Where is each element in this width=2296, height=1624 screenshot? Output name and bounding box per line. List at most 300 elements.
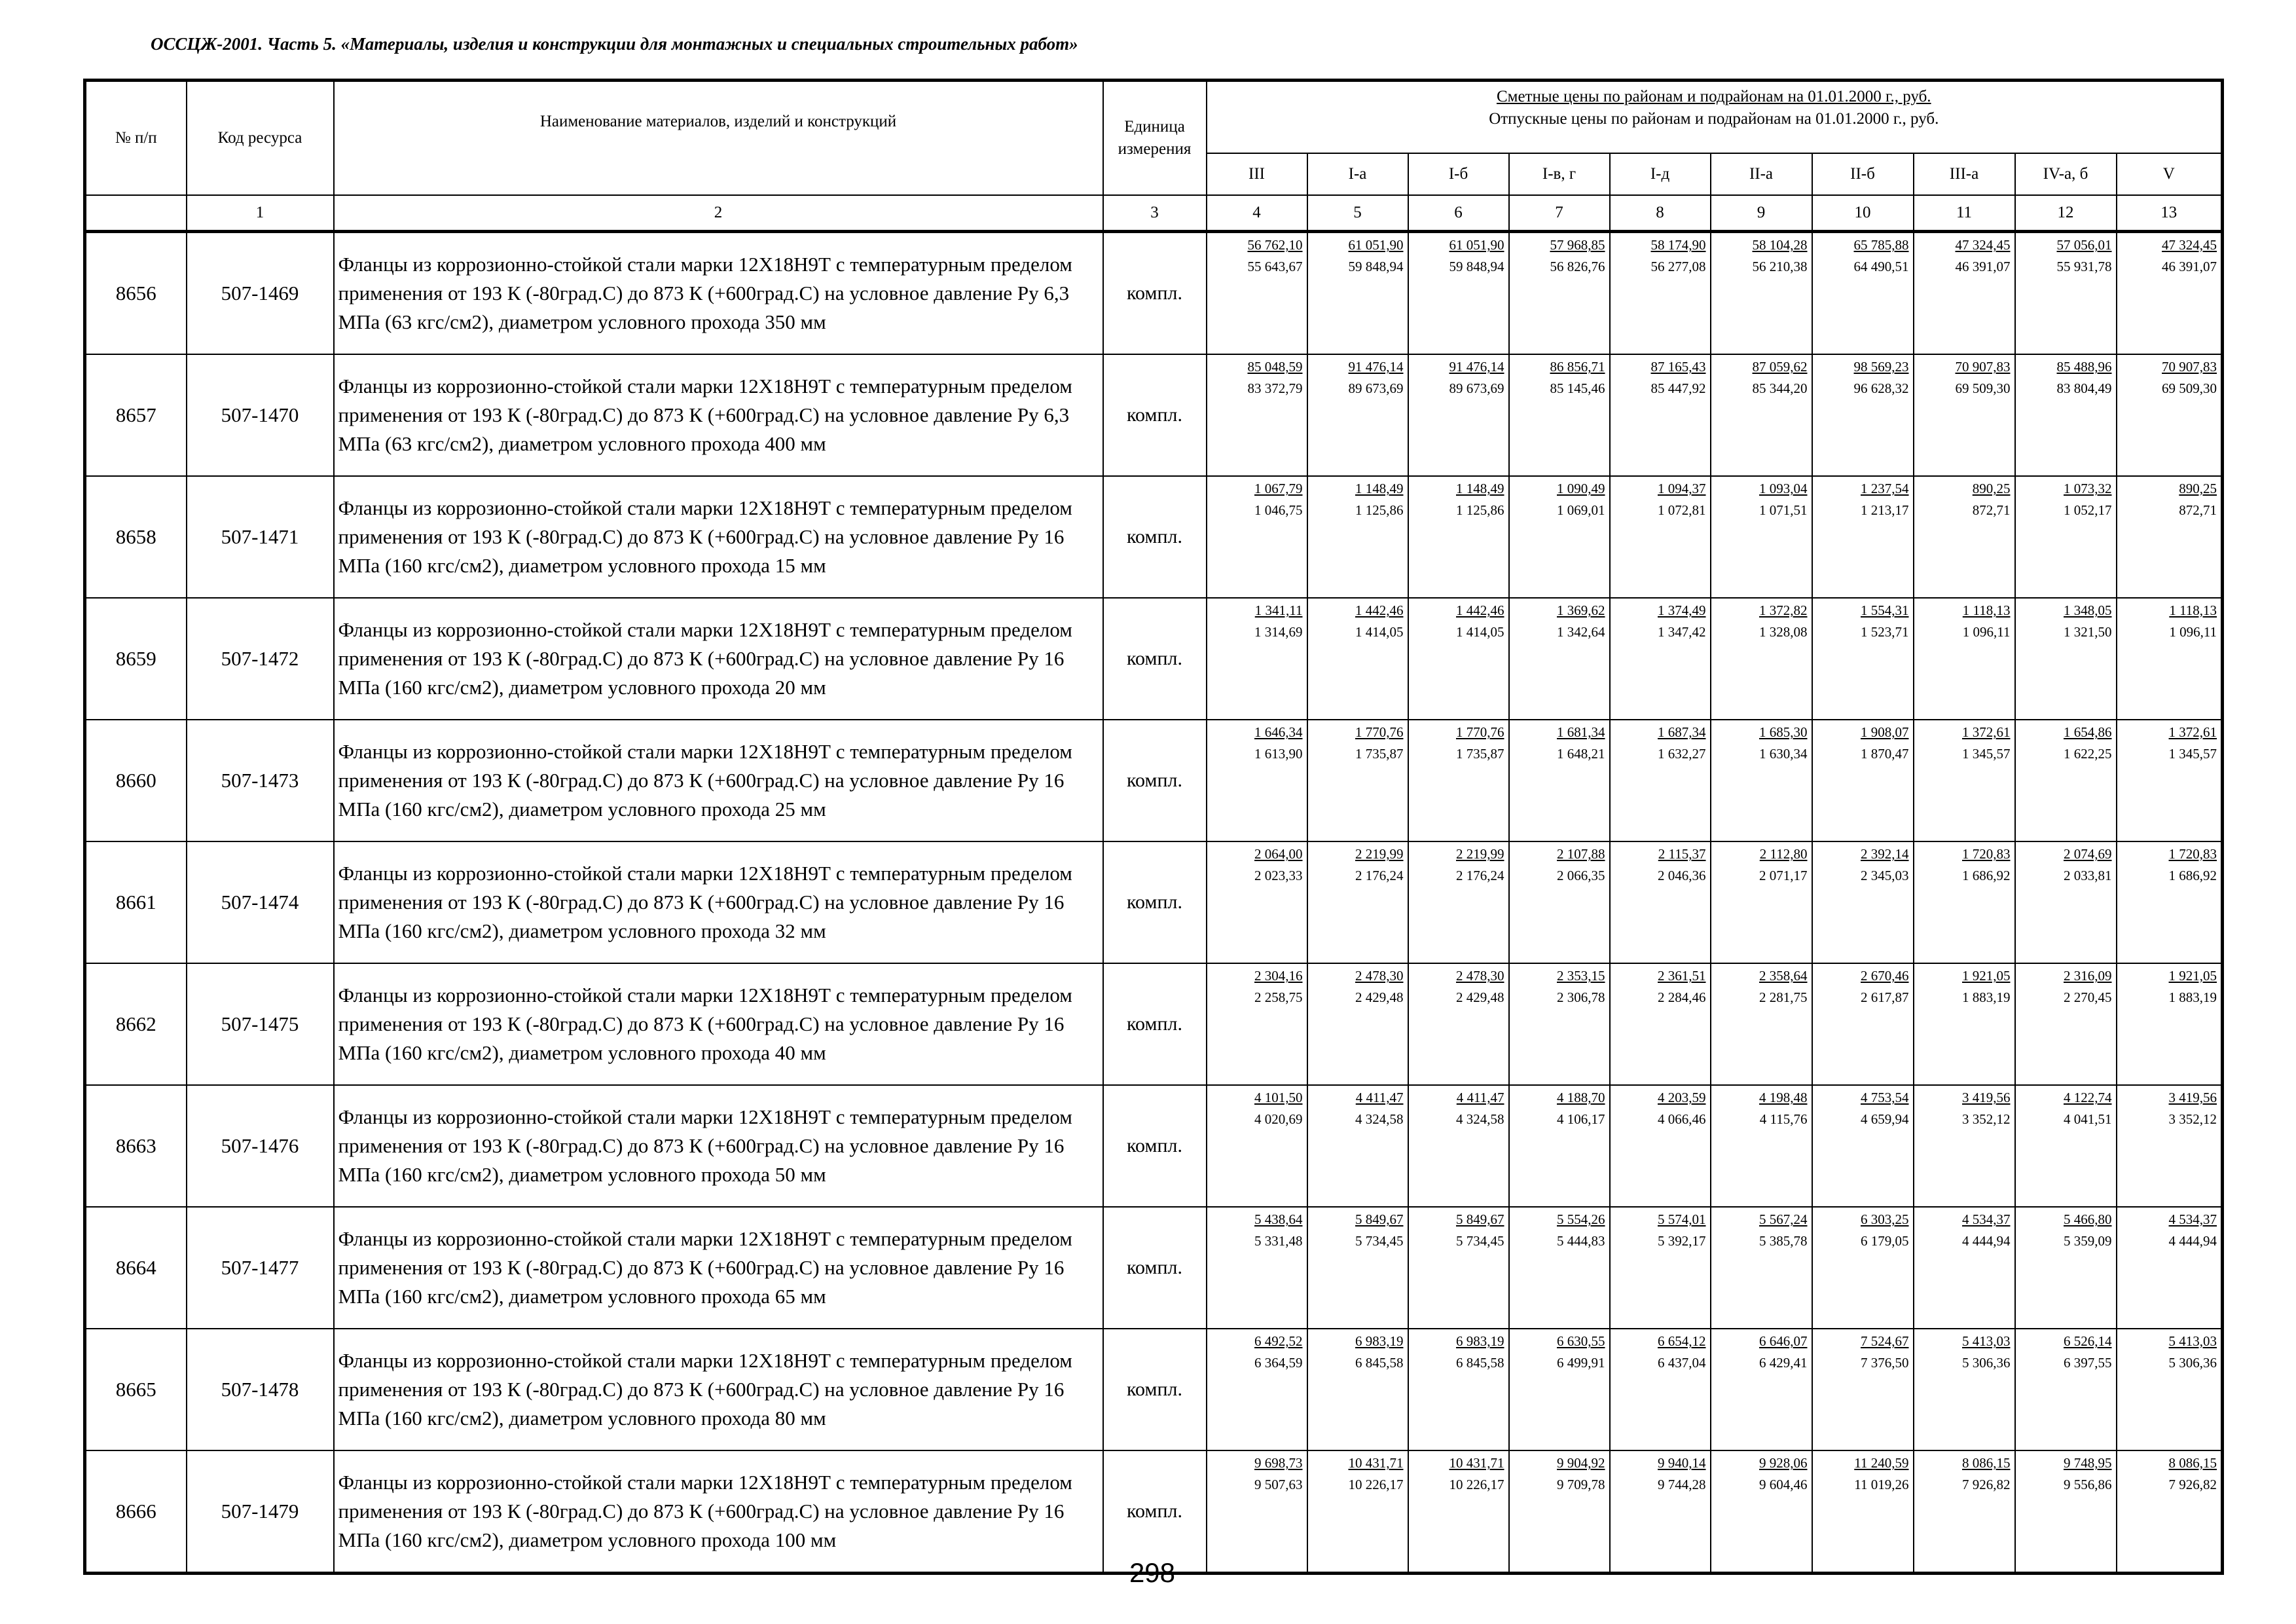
price-cell [1307, 476, 1408, 598]
price-cell [1812, 1085, 1914, 1207]
release-price: 9 507,63 [1254, 1477, 1303, 1493]
estimate-price: 1 090,49 [1557, 481, 1605, 496]
unit-of-measure: компл. [1103, 1329, 1207, 1450]
price-cell [1509, 232, 1610, 355]
unit-of-measure: компл. [1103, 1450, 1207, 1574]
estimate-price: 4 188,70 [1557, 1090, 1605, 1105]
price-cell [2015, 598, 2117, 720]
release-price: 10 226,17 [1348, 1477, 1404, 1493]
estimate-price: 890,25 [2179, 481, 2217, 496]
estimate-price: 1 341,11 [1254, 602, 1303, 618]
estimate-price: 4 534,37 [2168, 1211, 2217, 1227]
estimate-price: 1 921,05 [1962, 968, 2011, 984]
estimate-price: 58 174,90 [1650, 237, 1706, 253]
estimate-price: 5 574,01 [1658, 1211, 1706, 1227]
estimate-price: 4 101,50 [1254, 1090, 1303, 1105]
estimate-price: 1 770,76 [1456, 724, 1504, 740]
price-cell [2117, 598, 2223, 720]
price-cell [1207, 841, 1307, 963]
price-cell [1509, 1207, 1610, 1329]
estimate-price: 86 856,71 [1550, 359, 1605, 375]
release-price: 2 176,24 [1456, 868, 1504, 884]
release-price: 6 499,91 [1557, 1355, 1605, 1371]
release-price: 1 883,19 [2168, 989, 2217, 1006]
region-header: II-б [1812, 153, 1914, 195]
resource-code: 507-1477 [187, 1207, 334, 1329]
release-price: 1 735,87 [1355, 746, 1404, 762]
price-cell [1207, 720, 1307, 841]
resource-code: 507-1475 [187, 963, 334, 1085]
price-cell [1509, 1085, 1610, 1207]
table-row [85, 963, 2223, 1085]
price-cell [1914, 476, 2015, 598]
release-price: 5 359,09 [2064, 1233, 2112, 1249]
page-number: 298 [1129, 1557, 1176, 1588]
table-body [85, 232, 2223, 1574]
resource-code: 507-1472 [187, 598, 334, 720]
estimate-price: 2 478,30 [1355, 968, 1404, 984]
estimate-price: 3 419,56 [2168, 1090, 2217, 1105]
price-cell [1711, 1450, 1812, 1574]
unit-of-measure: компл. [1103, 1207, 1207, 1329]
estimate-price: 6 303,25 [1861, 1211, 1909, 1227]
estimate-price: 5 567,24 [1759, 1211, 1808, 1227]
price-cell [2015, 720, 2117, 841]
price-cell [1914, 598, 2015, 720]
price-cell [1207, 1329, 1307, 1450]
table-row [85, 1207, 2223, 1329]
table-row [85, 476, 2223, 598]
price-cell [1307, 598, 1408, 720]
release-price: 2 429,48 [1355, 989, 1404, 1006]
price-cell [1610, 598, 1711, 720]
estimate-price: 6 492,52 [1254, 1333, 1303, 1349]
release-price: 2 033,81 [2064, 868, 2112, 884]
estimate-price: 9 928,06 [1759, 1455, 1808, 1471]
release-price: 83 804,49 [2056, 380, 2112, 397]
material-name: Фланцы из коррозионно-стойкой стали марки 12Х18Н9Т с температурным пределом применения от 193 К (-80град.С) до 873 К (+600град.С) на условное давление Ру 16 МПа (160 кгс/см2), диаметром условного прохода 32 мм [334, 841, 1103, 963]
price-cell [1914, 354, 2015, 476]
release-price: 2 270,45 [2064, 989, 2112, 1006]
release-price: 69 509,30 [1955, 380, 2011, 397]
release-price: 11 019,26 [1854, 1477, 1909, 1493]
resource-code: 507-1476 [187, 1085, 334, 1207]
price-cell [1509, 841, 1610, 963]
price-cell [1610, 720, 1711, 841]
price-cell [2117, 1329, 2223, 1450]
estimate-price: 1 646,34 [1254, 724, 1303, 740]
estimate-price: 91 476,14 [1449, 359, 1504, 375]
col-header-unit: Единица измерения [1103, 81, 1207, 196]
release-price: 6 845,58 [1456, 1355, 1504, 1371]
release-price: 5 734,45 [1355, 1233, 1404, 1249]
release-price: 3 352,12 [2168, 1111, 2217, 1128]
release-price: 46 391,07 [2162, 259, 2217, 275]
release-price: 6 179,05 [1861, 1233, 1909, 1249]
price-cell [1509, 1329, 1610, 1450]
material-name: Фланцы из коррозионно-стойкой стали марки 12Х18Н9Т с температурным пределом применения от 193 К (-80град.С) до 873 К (+600град.С) на условное давление Ру 16 МПа (160 кгс/см2), диаметром условного прохода 80 мм [334, 1329, 1103, 1450]
release-price: 5 734,45 [1456, 1233, 1504, 1249]
column-number: 1 [187, 195, 334, 232]
release-price: 56 210,38 [1752, 259, 1808, 275]
material-name: Фланцы из коррозионно-стойкой стали марки 12Х18Н9Т с температурным пределом применения от 193 К (-80град.С) до 873 К (+600град.С) на условное давление Ру 6,3 МПа (63 кгс/см2), диаметром условного прохода 400 мм [334, 354, 1103, 476]
estimate-price: 2 074,69 [2064, 846, 2112, 862]
estimate-price: 98 569,23 [1853, 359, 1909, 375]
estimate-price: 6 654,12 [1658, 1333, 1706, 1349]
release-price: 4 444,94 [2168, 1233, 2217, 1249]
price-cell [2117, 1085, 2223, 1207]
region-header: III-а [1914, 153, 2015, 195]
estimate-price: 4 411,47 [1355, 1090, 1404, 1105]
estimate-price: 1 720,83 [2168, 846, 2217, 862]
price-cell [1408, 720, 1509, 841]
estimate-price: 87 165,43 [1650, 359, 1706, 375]
price-cell [1408, 1207, 1509, 1329]
release-price: 872,71 [1972, 502, 2011, 519]
price-cell [2117, 232, 2223, 355]
row-number: 8666 [85, 1450, 187, 1574]
estimate-price: 1 687,34 [1658, 724, 1706, 740]
column-number: 12 [2015, 195, 2117, 232]
release-price: 59 848,94 [1449, 259, 1504, 275]
release-price: 2 617,87 [1861, 989, 1909, 1006]
table-row [85, 720, 2223, 841]
release-price: 4 324,58 [1355, 1111, 1404, 1128]
price-cell [2015, 841, 2117, 963]
price-cell [1914, 1450, 2015, 1574]
price-cell [1408, 1329, 1509, 1450]
price-cell [1914, 720, 2015, 841]
estimate-price: 2 064,00 [1254, 846, 1303, 862]
column-number: 4 [1207, 195, 1307, 232]
estimate-price: 2 670,46 [1861, 968, 1909, 984]
release-price: 5 392,17 [1658, 1233, 1706, 1249]
price-cell [1812, 598, 1914, 720]
price-cell [1610, 1329, 1711, 1450]
table-row [85, 1450, 2223, 1574]
estimate-price: 3 419,56 [1962, 1090, 2011, 1105]
estimate-price: 6 983,19 [1456, 1333, 1504, 1349]
table-header [85, 81, 2223, 232]
resource-code: 507-1469 [187, 232, 334, 355]
estimate-price: 1 442,46 [1456, 602, 1504, 618]
estimate-price: 91 476,14 [1348, 359, 1404, 375]
price-cell [1307, 354, 1408, 476]
release-price: 9 709,78 [1557, 1477, 1605, 1493]
estimate-price: 1 442,46 [1355, 602, 1404, 618]
release-price: 1 414,05 [1355, 624, 1404, 640]
column-number: 10 [1812, 195, 1914, 232]
region-header: I-б [1408, 153, 1509, 195]
region-header: I-д [1610, 153, 1711, 195]
price-cell [2015, 1207, 2117, 1329]
release-price: 2 345,03 [1861, 868, 1909, 884]
estimate-price: 1 148,49 [1456, 481, 1504, 496]
price-cell [2015, 232, 2117, 355]
estimate-price: 61 051,90 [1449, 237, 1504, 253]
release-price: 9 604,46 [1759, 1477, 1808, 1493]
price-cell [1408, 963, 1509, 1085]
price-cell [1307, 1329, 1408, 1450]
resource-code: 507-1473 [187, 720, 334, 841]
price-cell [1207, 354, 1307, 476]
col-header-name: Наименование материалов, изделий и конструкций [334, 81, 1103, 196]
column-number: 3 [1103, 195, 1207, 232]
material-name: Фланцы из коррозионно-стойкой стали марки 12Х18Н9Т с температурным пределом применения от 193 К (-80град.С) до 873 К (+600град.С) на условное давление Ру 16 МПа (160 кгс/см2), диаметром условного прохода 20 мм [334, 598, 1103, 720]
release-price: 5 385,78 [1759, 1233, 1808, 1249]
release-price: 56 277,08 [1650, 259, 1706, 275]
price-cell [1610, 476, 1711, 598]
price-cell [1914, 841, 2015, 963]
release-price: 4 115,76 [1759, 1111, 1808, 1128]
estimate-price: 8 086,15 [2168, 1455, 2217, 1471]
price-cell [1711, 1329, 1812, 1450]
price-cell [2015, 476, 2117, 598]
price-cell [1610, 354, 1711, 476]
release-price: 7 926,82 [1962, 1477, 2011, 1493]
estimate-price: 47 324,45 [1955, 237, 2011, 253]
release-price: 85 344,20 [1752, 380, 1808, 397]
estimate-price: 5 438,64 [1254, 1211, 1303, 1227]
region-header: I-а [1307, 153, 1408, 195]
release-price: 89 673,69 [1449, 380, 1504, 397]
price-cell [1207, 1450, 1307, 1574]
unit-of-measure: компл. [1103, 598, 1207, 720]
estimate-price: 4 203,59 [1658, 1090, 1706, 1105]
price-cell [1408, 232, 1509, 355]
estimate-price: 10 431,71 [1449, 1455, 1504, 1471]
release-price: 7 376,50 [1861, 1355, 1909, 1371]
row-number: 8659 [85, 598, 187, 720]
release-price: 1 883,19 [1962, 989, 2011, 1006]
price-cell [2117, 1450, 2223, 1574]
estimate-price: 2 112,80 [1759, 846, 1808, 862]
price-header-estimate: Сметные цены по районам и подрайонам на 01.01.2000 г., руб. [1496, 88, 1931, 105]
price-cell [1914, 1085, 2015, 1207]
running-header: ОССЦЖ-2001. Часть 5. «Материалы, изделия и конструкции для монтажных и специальных строительных работ» [151, 34, 1078, 54]
estimate-price: 1 921,05 [2168, 968, 2217, 984]
price-table [83, 79, 2224, 1575]
release-price: 7 926,82 [2168, 1477, 2217, 1493]
row-number: 8658 [85, 476, 187, 598]
estimate-price: 1 118,13 [1962, 602, 2011, 618]
col-header-num: № п/п [85, 81, 187, 196]
release-price: 9 744,28 [1658, 1477, 1706, 1493]
estimate-price: 1 237,54 [1861, 481, 1909, 496]
release-price: 85 145,46 [1550, 380, 1605, 397]
price-header-release: Отпускные цены по районам и подрайонам на 01.01.2000 г., руб. [1489, 109, 1939, 128]
price-cell [1812, 1207, 1914, 1329]
estimate-price: 65 785,88 [1853, 237, 1909, 253]
release-price: 1 345,57 [2168, 746, 2217, 762]
region-header: II-а [1711, 153, 1812, 195]
price-cell [1610, 1450, 1711, 1574]
estimate-price: 1 372,82 [1759, 602, 1808, 618]
price-cell [1711, 476, 1812, 598]
resource-code: 507-1471 [187, 476, 334, 598]
release-price: 1 345,57 [1962, 746, 2011, 762]
price-cell [2015, 1450, 2117, 1574]
price-cell [1307, 841, 1408, 963]
estimate-price: 1 094,37 [1658, 481, 1706, 496]
price-cell [1408, 598, 1509, 720]
release-price: 1 630,34 [1759, 746, 1808, 762]
price-cell [1711, 841, 1812, 963]
release-price: 1 213,17 [1861, 502, 1909, 519]
release-price: 6 364,59 [1254, 1355, 1303, 1371]
price-cell [2117, 720, 2223, 841]
unit-of-measure: компл. [1103, 720, 1207, 841]
release-price: 83 372,79 [1247, 380, 1303, 397]
estimate-price: 2 219,99 [1355, 846, 1404, 862]
material-name: Фланцы из коррозионно-стойкой стали марки 12Х18Н9Т с температурным пределом применения от 193 К (-80град.С) до 873 К (+600град.С) на условное давление Ру 16 МПа (160 кгс/см2), диаметром условного прохода 50 мм [334, 1085, 1103, 1207]
release-price: 5 331,48 [1254, 1233, 1303, 1249]
release-price: 4 106,17 [1557, 1111, 1605, 1128]
release-price: 4 066,46 [1658, 1111, 1706, 1128]
estimate-price: 5 413,03 [2168, 1333, 2217, 1349]
estimate-price: 11 240,59 [1854, 1455, 1909, 1471]
price-cell [1610, 841, 1711, 963]
release-price: 2 046,36 [1658, 868, 1706, 884]
estimate-price: 1 374,49 [1658, 602, 1706, 618]
estimate-price: 9 748,95 [2064, 1455, 2112, 1471]
estimate-price: 1 685,30 [1759, 724, 1808, 740]
estimate-price: 6 983,19 [1355, 1333, 1404, 1349]
price-cell [1812, 720, 1914, 841]
estimate-price: 2 107,88 [1557, 846, 1605, 862]
price-cell [1711, 1085, 1812, 1207]
estimate-price: 61 051,90 [1348, 237, 1404, 253]
release-price: 5 306,36 [1962, 1355, 2011, 1371]
estimate-price: 1 369,62 [1557, 602, 1605, 618]
price-cell [1610, 232, 1711, 355]
estimate-price: 1 654,86 [2064, 724, 2112, 740]
table-row [85, 841, 2223, 963]
release-price: 1 069,01 [1557, 502, 1605, 519]
row-number: 8656 [85, 232, 187, 355]
price-cell [1207, 232, 1307, 355]
estimate-price: 1 348,05 [2064, 602, 2112, 618]
table-row [85, 598, 2223, 720]
release-price: 2 429,48 [1456, 989, 1504, 1006]
release-price: 1 622,25 [2064, 746, 2112, 762]
estimate-price: 1 554,31 [1861, 602, 1909, 618]
price-cell [1509, 1450, 1610, 1574]
release-price: 1 071,51 [1759, 502, 1808, 519]
estimate-price: 4 198,48 [1759, 1090, 1808, 1105]
release-price: 64 490,51 [1853, 259, 1909, 275]
table-row [85, 1085, 2223, 1207]
release-price: 4 659,94 [1861, 1111, 1909, 1128]
row-number: 8660 [85, 720, 187, 841]
release-price: 6 437,04 [1658, 1355, 1706, 1371]
estimate-price: 1 720,83 [1962, 846, 2011, 862]
region-header: I-в, г [1509, 153, 1610, 195]
release-price: 1 414,05 [1456, 624, 1504, 640]
material-name: Фланцы из коррозионно-стойкой стали марки 12Х18Н9Т с температурным пределом применения от 193 К (-80град.С) до 873 К (+600град.С) на условное давление Ру 16 МПа (160 кгс/см2), диаметром условного прохода 100 мм [334, 1450, 1103, 1574]
release-price: 1 314,69 [1254, 624, 1303, 640]
release-price: 46 391,07 [1955, 259, 2011, 275]
unit-of-measure: компл. [1103, 841, 1207, 963]
column-number: 2 [334, 195, 1103, 232]
price-cell [1408, 354, 1509, 476]
estimate-price: 56 762,10 [1247, 237, 1303, 253]
release-price: 1 523,71 [1861, 624, 1909, 640]
estimate-price: 85 048,59 [1247, 359, 1303, 375]
estimate-price: 9 940,14 [1658, 1455, 1706, 1471]
column-number: 7 [1509, 195, 1610, 232]
price-cell [1812, 1329, 1914, 1450]
estimate-price: 2 219,99 [1456, 846, 1504, 862]
estimate-price: 4 122,74 [2064, 1090, 2112, 1105]
unit-of-measure: компл. [1103, 232, 1207, 355]
price-cell [1207, 963, 1307, 1085]
column-number: 8 [1610, 195, 1711, 232]
release-price: 55 643,67 [1247, 259, 1303, 275]
price-cell [1812, 841, 1914, 963]
estimate-price: 2 316,09 [2064, 968, 2112, 984]
release-price: 1 632,27 [1658, 746, 1706, 762]
release-price: 2 066,35 [1557, 868, 1605, 884]
estimate-price: 87 059,62 [1752, 359, 1808, 375]
estimate-price: 58 104,28 [1752, 237, 1808, 253]
estimate-price: 5 466,80 [2064, 1211, 2112, 1227]
estimate-price: 1 118,13 [2169, 602, 2217, 618]
row-number: 8664 [85, 1207, 187, 1329]
resource-code: 507-1470 [187, 354, 334, 476]
release-price: 1 096,11 [2169, 624, 2217, 640]
price-cell [1509, 476, 1610, 598]
release-price: 1 046,75 [1254, 502, 1303, 519]
price-cell [2117, 1207, 2223, 1329]
estimate-price: 6 646,07 [1759, 1333, 1808, 1349]
release-price: 872,71 [2179, 502, 2217, 519]
price-cell [1207, 1207, 1307, 1329]
release-price: 59 848,94 [1348, 259, 1404, 275]
price-cell [1812, 232, 1914, 355]
price-cell [1610, 1207, 1711, 1329]
estimate-price: 57 056,01 [2056, 237, 2112, 253]
estimate-price: 5 849,67 [1355, 1211, 1404, 1227]
release-price: 89 673,69 [1348, 380, 1404, 397]
release-price: 1 096,11 [1962, 624, 2011, 640]
price-cell [1509, 598, 1610, 720]
column-number: 11 [1914, 195, 2015, 232]
estimate-price: 7 524,67 [1861, 1333, 1909, 1349]
region-header: IV-а, б [2015, 153, 2117, 195]
row-number: 8662 [85, 963, 187, 1085]
resource-code: 507-1478 [187, 1329, 334, 1450]
price-cell [1812, 963, 1914, 1085]
table-row [85, 1329, 2223, 1450]
estimate-price: 2 304,16 [1254, 968, 1303, 984]
estimate-price: 8 086,15 [1962, 1455, 2011, 1471]
price-cell [1812, 1450, 1914, 1574]
unit-of-measure: компл. [1103, 1085, 1207, 1207]
estimate-price: 1 073,32 [2064, 481, 2112, 496]
estimate-price: 1 148,49 [1355, 481, 1404, 496]
price-cell [1711, 720, 1812, 841]
price-cell [1408, 476, 1509, 598]
price-cell [2015, 963, 2117, 1085]
price-cell [1711, 963, 1812, 1085]
estimate-price: 9 904,92 [1557, 1455, 1605, 1471]
release-price: 2 284,46 [1658, 989, 1706, 1006]
release-price: 4 020,69 [1254, 1111, 1303, 1128]
release-price: 4 444,94 [1962, 1233, 2011, 1249]
release-price: 5 444,83 [1557, 1233, 1605, 1249]
release-price: 56 826,76 [1550, 259, 1605, 275]
